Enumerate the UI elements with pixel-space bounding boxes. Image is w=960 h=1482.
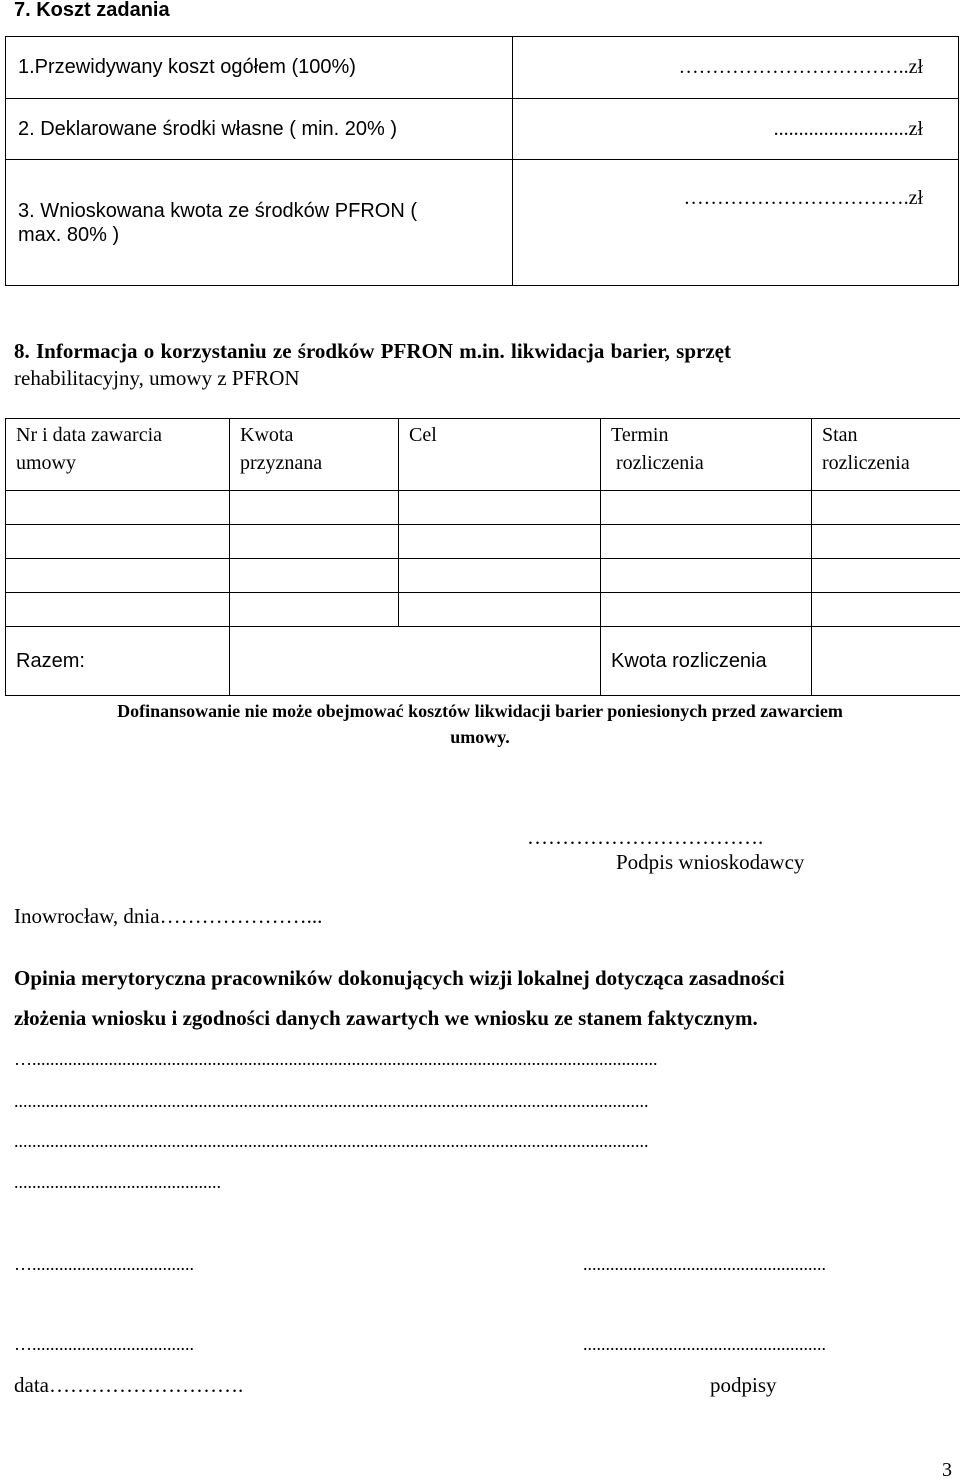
- opinion-dots-4[interactable]: ..............................................: [14, 1172, 221, 1192]
- opinion-line1: Opinia merytoryczna pracowników dokonujących wizji lokalnej dotycząca zasadności: [14, 966, 785, 990]
- pfron-amount-value[interactable]: …………………………….zł: [513, 160, 959, 286]
- section7-title: 7. Koszt zadania: [14, 0, 170, 21]
- applicant-signature-label: Podpis wnioskodawcy: [616, 850, 805, 874]
- signatures-label: podpisy: [710, 1373, 777, 1397]
- agreements-table: [5, 418, 960, 696]
- own-funds-value[interactable]: ...........................zł: [513, 98, 959, 160]
- inspector-signature-left-2[interactable]: …....................................: [14, 1334, 194, 1354]
- opinion-dots-2[interactable]: .............................................................................................................................................: [14, 1091, 649, 1111]
- table-row: [6, 98, 959, 160]
- header-granted-amount: Kwota przyznana: [230, 419, 399, 491]
- settlement-amount-label: Kwota rozliczenia: [601, 626, 812, 695]
- settlement-amount-value[interactable]: [812, 626, 960, 695]
- total-label: Razem:: [6, 626, 230, 695]
- header-purpose: Cel: [399, 419, 601, 491]
- table-row: [6, 37, 959, 99]
- date-label[interactable]: data……………………….: [14, 1373, 244, 1397]
- inspector-signature-left-1[interactable]: …....................................: [14, 1254, 194, 1274]
- note-line2: umowy.: [450, 727, 510, 747]
- table-header-row: [6, 419, 960, 491]
- note-line1: Dofinansowanie nie może obejmować kosztów likwidacji barier poniesionych przed zawarciem: [117, 701, 843, 721]
- section8-title-line2: rehabilitacyjny, umowy z PFRON: [14, 366, 300, 390]
- header-settlement-status: Stan rozliczenia: [812, 419, 960, 491]
- place-and-date[interactable]: Inowrocław, dnia…………………...: [14, 904, 323, 928]
- own-funds-label: 2. Deklarowane środki własne ( min. 20% ): [6, 98, 513, 160]
- total-value[interactable]: [230, 626, 601, 695]
- page-number: 3: [942, 1459, 952, 1481]
- table-row: [6, 558, 960, 592]
- cost-total-value[interactable]: ……………………………..zł: [513, 37, 959, 99]
- table-total-row: [6, 626, 960, 695]
- table-row: [6, 490, 960, 524]
- cost-total-label: 1.Przewidywany koszt ogółem (100%): [6, 37, 513, 99]
- cost-table: [5, 36, 959, 286]
- header-agreement-number: Nr i data zawarcia umowy: [6, 419, 230, 491]
- opinion-dots-1[interactable]: …...........................................................................................................................................: [14, 1049, 658, 1069]
- section8-title-line1: 8. Informacja o korzystaniu ze środków PFRON m.in. likwidacja barier, sprzęt: [14, 339, 731, 363]
- signature-dots[interactable]: …………………………….: [527, 825, 764, 849]
- opinion-dots-3[interactable]: .............................................................................................................................................: [14, 1131, 649, 1151]
- opinion-line2: złożenia wniosku i zgodności danych zawartych we wniosku ze stanem faktycznym.: [14, 1006, 758, 1030]
- inspector-signature-right-1[interactable]: ......................................................: [583, 1254, 826, 1274]
- table-row: [6, 524, 960, 558]
- table-row: [6, 160, 959, 286]
- pfron-amount-label: 3. Wnioskowana kwota ze środków PFRON ( max. 80% ): [6, 160, 513, 286]
- table-row: [6, 592, 960, 626]
- header-settlement-deadline: Termin rozliczenia: [601, 419, 812, 491]
- inspector-signature-right-2[interactable]: ......................................................: [583, 1334, 826, 1354]
